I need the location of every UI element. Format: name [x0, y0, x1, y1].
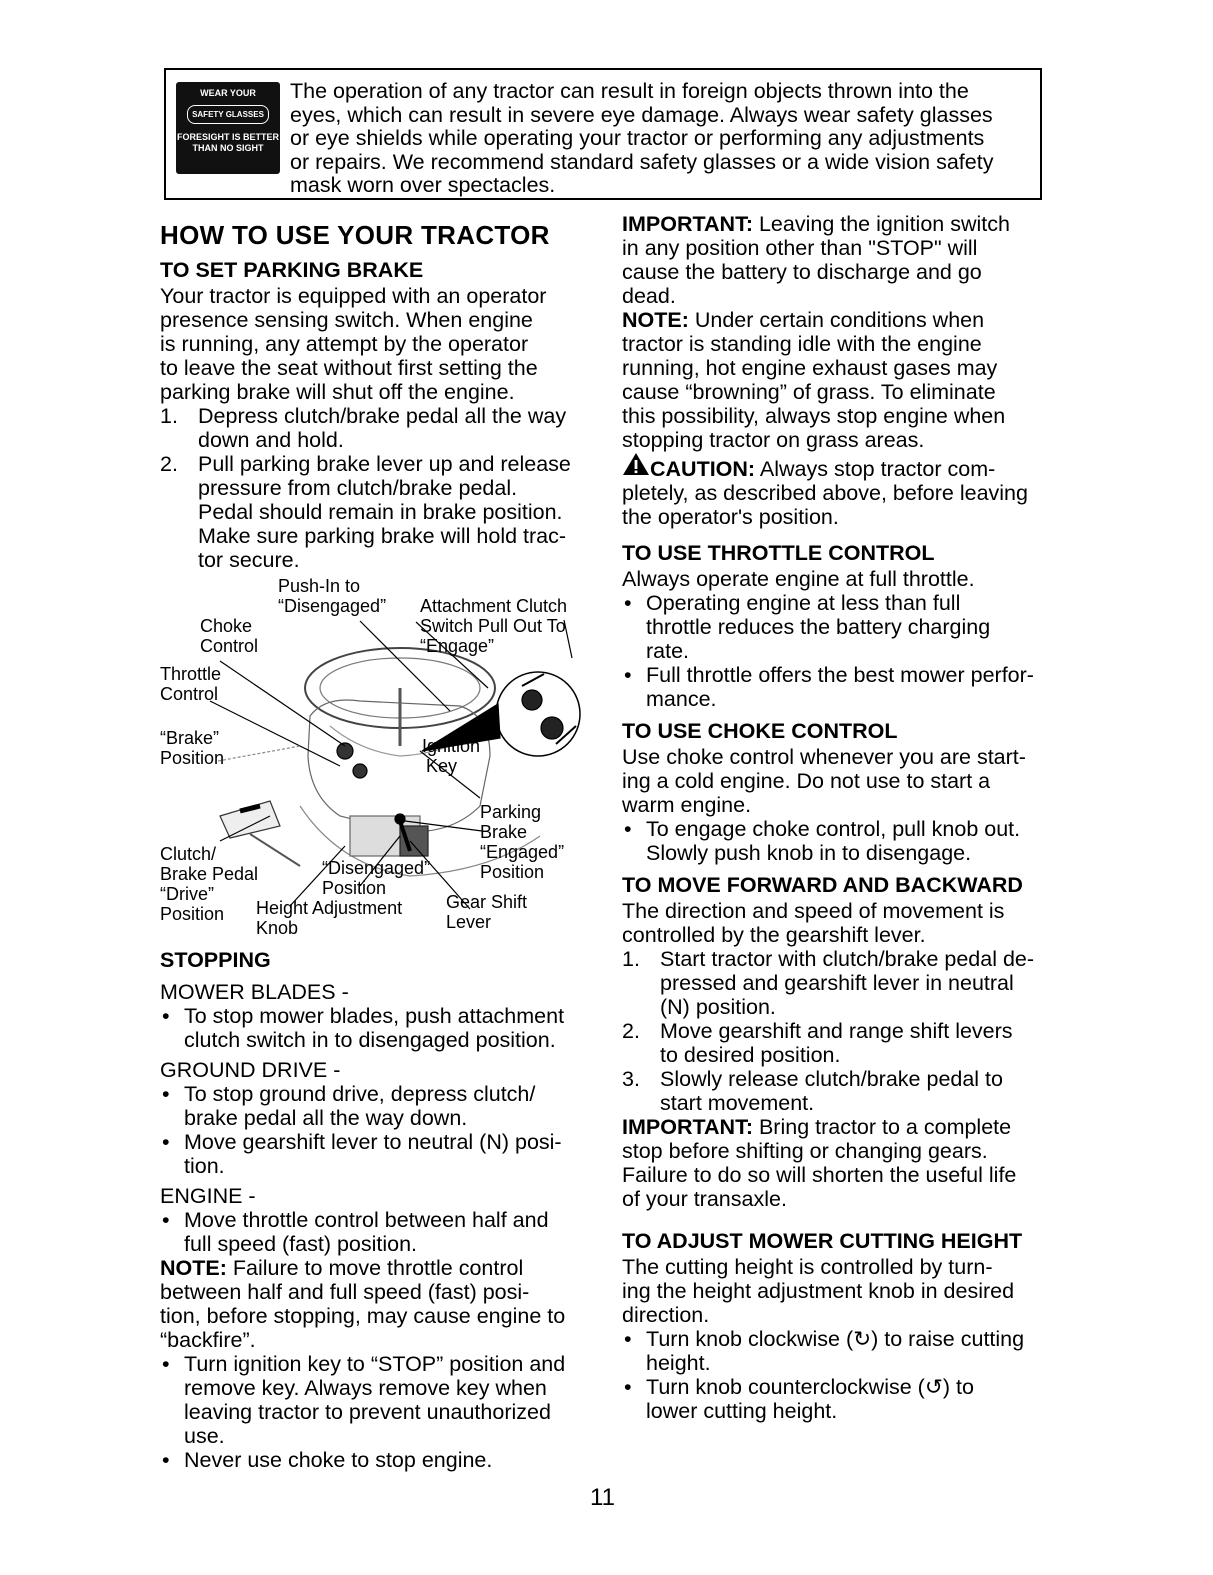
tractor-controls-figure: Push-In to “Disengaged” Attachment Clutch Switch Pull Out To “Engage” Choke Control Throttle Control “Brake” Position Ignition Key Parking Brake “Engaged” Position Clutch/ Brake Pedal “Drive” Position “Disengaged” Position Height Adjustment Knob Gear Shift Lever — [160, 576, 600, 978]
list-item: • Move gearshift lever to neutral (N) posi- tion. — [160, 1130, 600, 1178]
mower-blades-heading: MOWER BLADES - — [160, 980, 349, 1004]
parking-brake-steps — [160, 404, 600, 572]
shift-important-note: IMPORTANT: Bring tractor to a complete stop before shifting or changing gears. Failure to do so will shorten the useful life of your transaxle. — [622, 1115, 1017, 1211]
parking-brake-text: Your tractor is equipped with an operator presence sensing switch. When engine is running, any attempt by the operator to leave the seat without first setting the parking brake will shut off the engine. — [160, 284, 547, 404]
engine-list — [160, 1208, 600, 1256]
right-column: IMPORTANT: Leaving the ignition switch in any position other than "STOP" will cause the battery to discharge and go dead. NOTE: Under certain conditions when tractor is standing idle with the engine running, hot engine exhaust gases may cause “browning” of grass. To eliminate this possibility, always stop engine when stopping tractor on grass areas. CAUTION: Always stop tractor com- pletely, as described above, before leaving the operator's position. TO USE THROTTLE CONTROL Always operate engine at full throttle. • Operating engine at less than full throttle reduces the battery charging rate. • Full throttle offers the best mower perfor- mance. TO USE CHOKE CONTROL Use choke control whenever you are start- ing a cold engine. Do not use to start a warm engine. • To engage choke control, pull knob out. Slowly push knob in to disengage. TO MOVE FORWARD AND BACKWARD The direction and speed of movement is controlled by the gearshift lever. 1. Start tractor with clutch/brake pedal de- pressed and gearshift lever in neutral (N) position. 2. Move gearshift and range shift levers to desired position. 3. Slowly release clutch/brake pedal to start movement. IMPORTANT: Bring tractor to a complete stop before shifting or changing gears. Failure to do so will shorten the useful life of your transaxle. TO ADJUST MOWER CUTTING HEIGHT The cutting height is controlled by turn- ing the height adjustment knob in desired direction. • Turn knob clockwise (↻) to raise cutting height. • Turn knob counterclockwise (↺) to lower cutting height. — [622, 212, 1052, 1423]
list-item: • Never use choke to stop engine. — [160, 1448, 600, 1472]
stopping-heading: STOPPING — [160, 948, 271, 972]
page-number: 11 — [590, 1484, 615, 1511]
ignition-important-note: IMPORTANT: Leaving the ignition switch in any position other than "STOP" will cause the battery to discharge and go dead. — [622, 212, 1010, 308]
throttle-list — [622, 591, 1052, 711]
list-item: • Turn knob clockwise (↻) to raise cutting height. — [622, 1327, 1052, 1375]
move-heading: TO MOVE FORWARD AND BACKWARD — [622, 873, 1023, 897]
move-text: The direction and speed of movement is controlled by the gearshift lever. — [622, 899, 1005, 947]
list-item: • To engage choke control, pull knob out. Slowly push knob in to disengage. — [622, 817, 1052, 865]
list-item: • Turn knob counterclockwise (↺) to lower cutting height. — [622, 1375, 1052, 1423]
list-item: 2. Move gearshift and range shift levers to desired position. — [622, 1019, 1013, 1067]
list-item: • To stop ground drive, depress clutch/ brake pedal all the way down. — [160, 1082, 600, 1130]
safety-notice-text: The operation of any tractor can result in foreign objects thrown into the eyes, which can result in severe eye damage. Always wear safety glasses or eye shields while operating your tractor or performing any adjustments or repairs. We recommend standard safety glasses or a wide vision safety mask worn over spectacles. — [290, 79, 994, 197]
list-item: • Move throttle control between half and full speed (fast) position. — [160, 1208, 600, 1256]
exhaust-note: NOTE: Under certain conditions when tractor is standing idle with the engine running, hot engine exhaust gases may cause “browning” of grass. To eliminate this possibility, always stop engine when stopping tractor on grass areas. — [622, 308, 1006, 452]
list-item: 2. Pull parking brake lever up and release pressure from clutch/brake pedal. Pedal should remain in brake position. Make sure parking brake will hold trac- tor secure. — [160, 452, 571, 572]
warning-triangle-icon — [622, 452, 650, 476]
engine-heading: ENGINE - — [160, 1184, 256, 1208]
list-item: 1. Depress clutch/brake pedal all the way down and hold. — [160, 404, 567, 452]
list-item: • Full throttle offers the best mower perfor- mance. — [622, 663, 1052, 711]
choke-text: Use choke control whenever you are start- ing a cold engine. Do not use to start a warm engine. — [622, 745, 1026, 817]
section-title: HOW TO USE YOUR TRACTOR — [160, 220, 550, 250]
list-item: • Turn ignition key to “STOP” position and remove key. Always remove key when leaving tractor to prevent unauthorized use. — [160, 1352, 600, 1448]
choke-list — [622, 817, 1052, 865]
ground-drive-heading: GROUND DRIVE - — [160, 1058, 341, 1082]
caution-note: CAUTION: Always stop tractor com- pletely, as described above, before leaving the operator's position. — [622, 452, 1052, 529]
list-item: • To stop mower blades, push attachment clutch switch in to disengaged position. — [160, 1004, 600, 1052]
mower-blades-list — [160, 1004, 600, 1052]
safety-glasses-badge-icon: WEAR YOUR SAFETY GLASSES FORESIGHT IS BETTER THAN NO SIGHT — [176, 82, 280, 174]
ground-drive-list — [160, 1082, 600, 1178]
engine-note: NOTE: Failure to move throttle control between half and full speed (fast) posi- tion, before stopping, may cause engine to “backfire”. — [160, 1256, 566, 1352]
throttle-heading: TO USE THROTTLE CONTROL — [622, 541, 935, 565]
cutting-height-list — [622, 1327, 1052, 1423]
cutting-height-text: The cutting height is controlled by turn- ing the height adjustment knob in desired direction. — [622, 1255, 1015, 1327]
cutting-height-heading: TO ADJUST MOWER CUTTING HEIGHT — [622, 1229, 1023, 1253]
list-item: 3. Slowly release clutch/brake pedal to start movement. — [622, 1067, 1003, 1115]
move-steps — [622, 947, 1052, 1115]
safety-notice-box — [164, 68, 1042, 200]
choke-heading: TO USE CHOKE CONTROL — [622, 719, 898, 743]
left-column — [160, 212, 600, 1472]
engine-list-2 — [160, 1352, 600, 1472]
list-item: • Operating engine at less than full throttle reduces the battery charging rate. — [622, 591, 1052, 663]
list-item: 1. Start tractor with clutch/brake pedal de- pressed and gearshift lever in neutral (N) position. — [622, 947, 1035, 1019]
parking-brake-heading: TO SET PARKING BRAKE — [160, 258, 424, 282]
